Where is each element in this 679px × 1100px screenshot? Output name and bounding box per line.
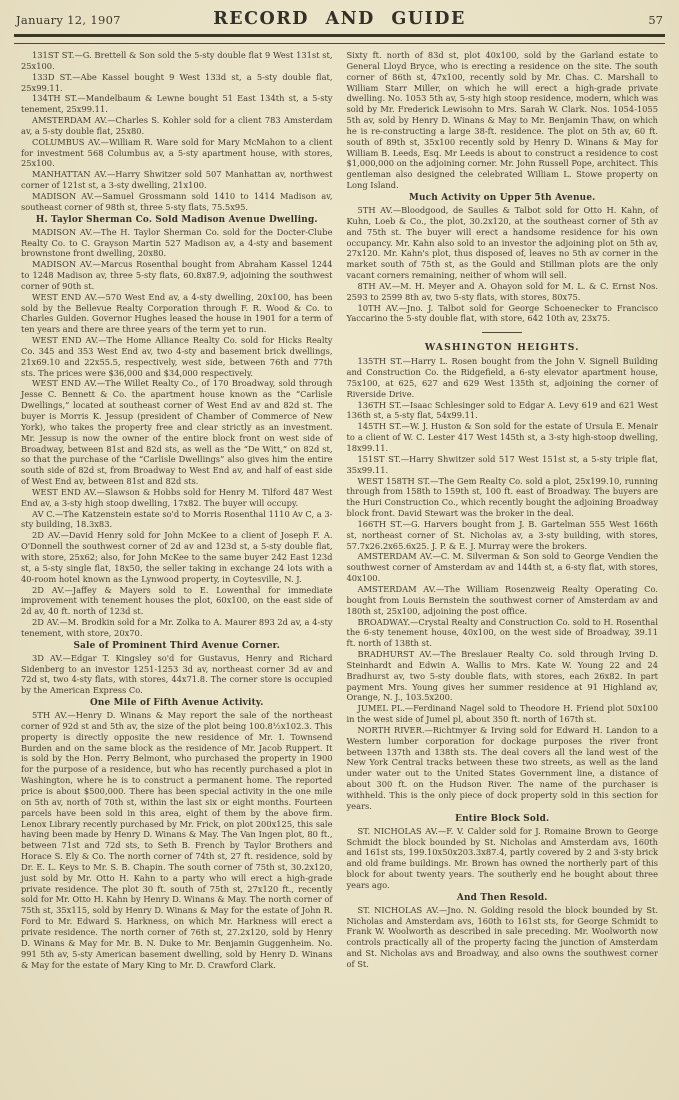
article-paragraph: WEST END AV.—570 West End av, a 4-sty dwelling, 20x100, has been sold by the Bellevue Realty Corporation through F. R. Wood & Co. to Charles Gulden. Governor Hughes leased the house in 1901 for a term of ten years and there are three years of the term yet to run. [21,291,333,335]
article-paragraph: 2D AV.—David Henry sold for John McKee to a client of Joseph F. A. O'Donnell the southwest corner of 2d av and 123d st, a 5-sty double flat, with store, 25x62; also, for John McKee to the same buyer 242 East 123d st, a 5-sty single flat, 18x50, the seller taking in exchange 24 lots with a 40-room hotel known as the Lynwood property, in Coytesville, N. J. [21,530,333,584]
article-subheading: Entire Block Sold. [455,813,550,824]
article-paragraph: AV C.—The Katzenstein estate so'd to Morris Rosenthal 1110 Av C, a 3-sty building, 18.3x83. [21,508,333,530]
page-number: 57 [648,13,663,27]
article-paragraph: 166TH ST.—G. Harvers bought from J. B. Gartelman 555 West 166th st, northeast corner of St. Nicholas av, a 3-sty building, with stores, 57.7x26.2x65.6x25. J. P. & E. J. Murray were the brokers. [346,518,658,551]
article-paragraph: 10TH AV.—Jno. J. Talbot sold for George Schoenecker to Francisco Yaccarino the 5-sty double flat, with store, 642 10th av, 23x75. [346,302,658,324]
article-subheading: Much Activity on Upper 5th Avenue. [409,192,596,203]
article-paragraph: 131ST ST.—G. Brettell & Son sold the 5-sty double flat 9 West 131st st, 25x100. [21,50,333,71]
article-paragraph: WEST END AV.—The Willet Realty Co., of 170 Broadway, sold through Jesse C. Bennett & Co. the apartment house known as the “Carlisle Dwellings,” located at southeast corner of West End av and 82d st. The buyer is Morris K. Jessup (president of Chamber of Commerce of New York), who takes the property free and clear strictly as an investment. Mr. Jessup is now the owner of the entire block front on west side of Broadway, between 81st and 82d sts, as well as the “De Witt,” on 82d st, so that the purchase of the “Carlisle Dwellings” also gives him the entire south side of 82d st, from Broadway to West End av, and half of east side of West End av, between 81st and 82d sts. [21,378,333,487]
article-subheading: Sale of Prominent Third Avenue Corner. [73,640,281,651]
article-paragraph: 3D AV.—Edgar T. Kingsley so'd for Gustavus, Henry and Richard Sidenberg to an investor 1251-1253 3d av, northeast corner 3d av and 72d st, two 4-sty flats, with stores, 44x71.8. The corner store is occupied by the American Express Co. [21,652,333,696]
article-paragraph: 151ST ST.—Harry Shwitzer sold 517 West 151st st, a 5-sty triple flat, 35x99.11. [346,453,658,475]
article-paragraph: AMSTERDAM AV.—Charles S. Kohler sold for a client 783 Amsterdam av, a 5-sty double flat, 25x80. [21,115,333,136]
article-paragraph: BROADWAY.—Crystal Realty and Construction Co. sold to H. Rosenthal the 6-sty tenement house, 40x100, on the west side of Broadway, 39.11 ft. north of 138th st. [346,616,658,649]
article-paragraph: MADISON AV.—Samuel Grossmann sold 1410 to 1414 Madison av, southeast corner of 98th st, three 5-sty flats, 75.5x95. [21,190,333,212]
article-paragraph: ST. NICHOLAS AV.—Jno. N. Golding resold the block bounded by St. Nicholas and Amsterdam avs, 160th to 161st sts, for George Schmidt to Frank W. Woolworth as described in sale preceding. Mr. Woolworth now controls practically all of the property facing the junction of Amsterdam and St. Nicholas avs and Broadway, and also owns the southwest corner of St. [346,904,658,969]
article-paragraph: 136TH ST.—Isaac Schlesinger sold to Edgar A. Levy 619 and 621 West 136th st, a 5-sty flat, 54x99.11. [346,399,658,421]
article-paragraph: ST. NICHOLAS AV.—F. V. Calder sold for J. Romaine Brown to George Schmidt the block bounded by St. Nicholas and Amsterdam avs, 160th and 161st sts, 199.10x50x203.3x87.4, partly covered by 2 and 3-sty brick and old frame buildings. Mr. Brown has owned the northerly part of this block for about twenty years. The southerly end he bought about three years ago. [346,825,658,890]
article-paragraph: 2D AV.—Jaffey & Mayers sold to E. Lowenthal for immediate improvement with tenement houses the plot, 60x100, on the east side of 2d av, 40 ft. north of 123d st. [21,584,333,617]
article-paragraph: AMSTERDAM AV.—C. M. Silverman & Son sold to George Vendien the southwest corner of Amsterdam av and 144th st, a 6-sty flat, with stores, 40x100. [346,551,658,584]
article-subheading: H. Taylor Sherman Co. Sold Madison Avenue Dwelling. [35,214,318,225]
left-column [21,50,333,970]
article-paragraph: WEST END AV.—Slawson & Hobbs sold for Henry M. Tilford 487 West End av, a 3-sty high stoop dwelling, 17x82. The buyer will occupy. [21,486,333,508]
article-paragraph: 145TH ST.—W. J. Huston & Son sold for the estate of Ursula E. Menair to a client of W. C. Lester 417 West 145th st, a 3-sty high-stoop dwelling, 18x99.11. [346,421,658,453]
article-paragraph: 2D AV.—M. Brodkin sold for a Mr. Zolka to A. Maurer 893 2d av, a 4-sty tenement, with store, 20x70. [21,617,333,638]
section-divider [482,332,522,333]
page-header [0,0,679,29]
article-paragraph: WEST END AV.—The Home Alliance Realty Co. sold for Hicks Realty Co. 345 and 353 West End av, two 4-sty and basement brick dwellings, 21x69.10 and 22x55.5, respectively, west side, between 76th and 77th sts. The prices were $36,000 and $34,000 respectively. [21,335,333,378]
issue-date: January 12, 1907 [16,13,121,27]
article-paragraph: Sixty ft. north of 83d st, plot 40x100, sold by the Garland estate to General Lloyd Bryce, who is erecting a residence on the site. The south corner of 86th st, 47x100, recently sold by Mr. Chas. C. Marshall to William Starr Miller, on which he will erect a high-grade private dwelling. No. 1053 5th av, 5-sty high stoop residence, modern, which was sold by Mr. Frederick Lewisohn to Mrs. Sarah W. Clark. Nos. 1054-1055 5th av, sold by Henry D. Winans & May to Mr. Benjamin Thaw, on which he is re-constructing a large 38-ft. residence. The plot on 5th av, 60 ft. south of 89th st, 35x100 recently sold by Henry D. Winans & May for William B. Leeds, Esq. Mr Leeds is about to construct a residence to cost $1,000,000 on the adjoining corner. Mr. John Russell Pope, architect. This gentleman also designed the celebrated William L. Stowe property on Long Island. [346,50,658,191]
article-paragraph: 134TH ST.—Mandelbaum & Lewne bought 51 East 134th st, a 5-sty tenement, 25x99.11. [21,93,333,115]
article-subheading: One Mile of Fifth Avenue Activity. [89,698,264,709]
article-paragraph: 135TH ST.—Harry L. Rosen bought from the John V. Signell Building and Construction Co. the Ridgefield, a 6-sty elevator apartment house, 75x100, at 625, 627 and 629 West 135th st, adjoining the corner of Riverside Drive. [346,356,658,399]
article-paragraph: BRADHURST AV.—The Breslauer Realty Co. sold through Irving D. Steinhardt and Edwin A. Wallis to Mrs. Kate W. Young 22 and 24 Bradhurst av, two 5-sty double flats, with stores, each 26x82. In part payment Mrs. Young gives her summer residence at 91 Highland av, Orange, N. J., 103.5x200. [346,649,658,703]
article-columns [0,44,679,970]
article-paragraph: 5TH AV.—Bloodgood, de Saulles & Talbot sold for Otto H. Kahn, of Kuhn, Loeb & Co., the plot, 30.2x120, at the southeast corner of 5th av and 75th st. The buyer will erect a handsome residence for his own occupancy. Mr. Kahn also sold to an investor the adjoining plot on 5th av, 27x120. Mr. Kahn's plot, thus disposed of, leaves no 5th av corner in the market south of 75th st, as the Gould and Stillman plots are the only vacant corners remaining, neither of whom will sell. [346,204,658,281]
article-paragraph: 133D ST.—Abe Kassel bought 9 West 133d st, a 5-sty double flat, 25x99.11. [21,71,333,93]
article-paragraph: WEST 158TH ST.—The Gem Realty Co. sold a plot, 25x199.10, running through from 158th to 159th st, 100 ft. east of Broadway. The buyers are the Huri Construction Co., which recently bought the adjoining Broadway block front. David Stewart was the broker in the deal. [346,475,659,519]
article-paragraph: MANHATTAN AV.—Harry Shwitzer sold 507 Manhattan av, northwest corner of 121st st, a 3-sty dwelling, 21x100. [21,169,333,191]
article-paragraph: AMSTERDAM AV.—The William Rosenzweig Realty Operating Co. bought from Louis Bernstein the southwest corner of Amsterdam av and 180th st, 25x100, adjoining the post office. [346,583,658,616]
article-subheading: And Then Resold. [456,892,548,903]
article-paragraph: MADISON AV.—The H. Taylor Sherman Co. sold for the Docter-Clube Realty Co. to C. Grayson Martin 527 Madison av, a 4-sty and basement brownstone front dwelling, 20x80. [21,226,333,259]
section-heading: WASHINGTON HEIGHTS. [424,342,580,354]
article-paragraph: 5TH AV.—Henry D. Winans & May report the sale of the northeast corner of 92d st and 5th av, the size of the plot being 100.8½x102.3. This property is directly opposite the new residence of Mr. I. Townsend Burden and on the same block as the residence of Mr. Jacob Ruppert. It is sold by the Hon. Perry Belmont, who purchased the property in 1900 for the purpose of a residence, but who has recently purchased a plot in Washington, where he is to construct a permanent home. The reported price is about $500,000. There has been special activity in the one mile on 5th av, north of 70th st, within the last six or eight months. Fourteen parcels have been sold in this area, eight of them by the above firm. Lenox Library recently purchased by Mr. Frick, on plot 200x125, this sale having been made by Henry D. Winans & May. The Van Ingen plot, 80 ft., between 71st and 72d sts, to Seth B. French by Taylor Brothers and Horace S. Ely & Co. The north corner of 74th st, 27 ft. residence, sold by Dr. E. L. Keys to Mr. S. B. Chapin. The south corner of 75th st, 30.2x120, just sold by Mr. Otto H. Kahn to a party who will erect a high-grade private residence. The plot 30 ft. south of 75th st, 27x120 ft., recently sold for Mr. Otto H. Kahn by Henry D. Winans & May. The north corner of 75th st, 35x115, sold by Henry D. Winans & May for the estate of John R. Ford to Mr. Edward S. Harkness, on which Mr. Harkness will erect a private residence. The north corner of 76th st, 27.2x120, sold by Henry D. Winans & May for Mr. B. N. Duke to Mr. Benjamin Guggenheim. No. 991 5th av, 5-sty American basement dwelling, sold by Henry D. Winans & May for the estate of Mary King to Mr. D. Crawford Clark. [21,710,333,970]
publication-title: RECORD AND GUIDE [213,9,466,29]
article-paragraph: COLUMBUS AV.—William R. Ware sold for Mary McMahon to a client for investment 568 Columbus av, a 5-sty apartment house, with stores, 25x100. [21,136,333,169]
header-rule [14,34,665,44]
right-column [347,50,659,970]
article-paragraph: JUMEL PL.—Ferdinand Nagel sold to Theodore H. Friend plot 50x100 in the west side of Jumel pl, about 350 ft. north of 167th st. [346,703,658,725]
article-paragraph: MADISON AV.—Marcus Rosenthal bought from Abraham Kassel 1244 to 1248 Madison av, three 5-sty flats, 60.8x87.9, adjoining the southwest corner of 90th st. [21,259,333,291]
article-paragraph: NORTH RIVER.—Richtmyer & Irving sold for Edward H. Landon to a Western lumber corporation for dockage purposes the river front between 137th and 138th sts. The deal covers all the land west of the New York Central tracks between these two streets, as well as the land under water out to the United States Government line, a distance of about 300 ft. on the Hudson River. The name of the purchaser is withheld. This is the only piece of dock property sold in this section for years. [346,724,658,811]
article-paragraph: 8TH AV.—M. H. Meyer and A. Ohayon sold for M. L. & C. Ernst Nos. 2593 to 2599 8th av, two 5-sty flats, with stores, 80x75. [346,280,658,302]
